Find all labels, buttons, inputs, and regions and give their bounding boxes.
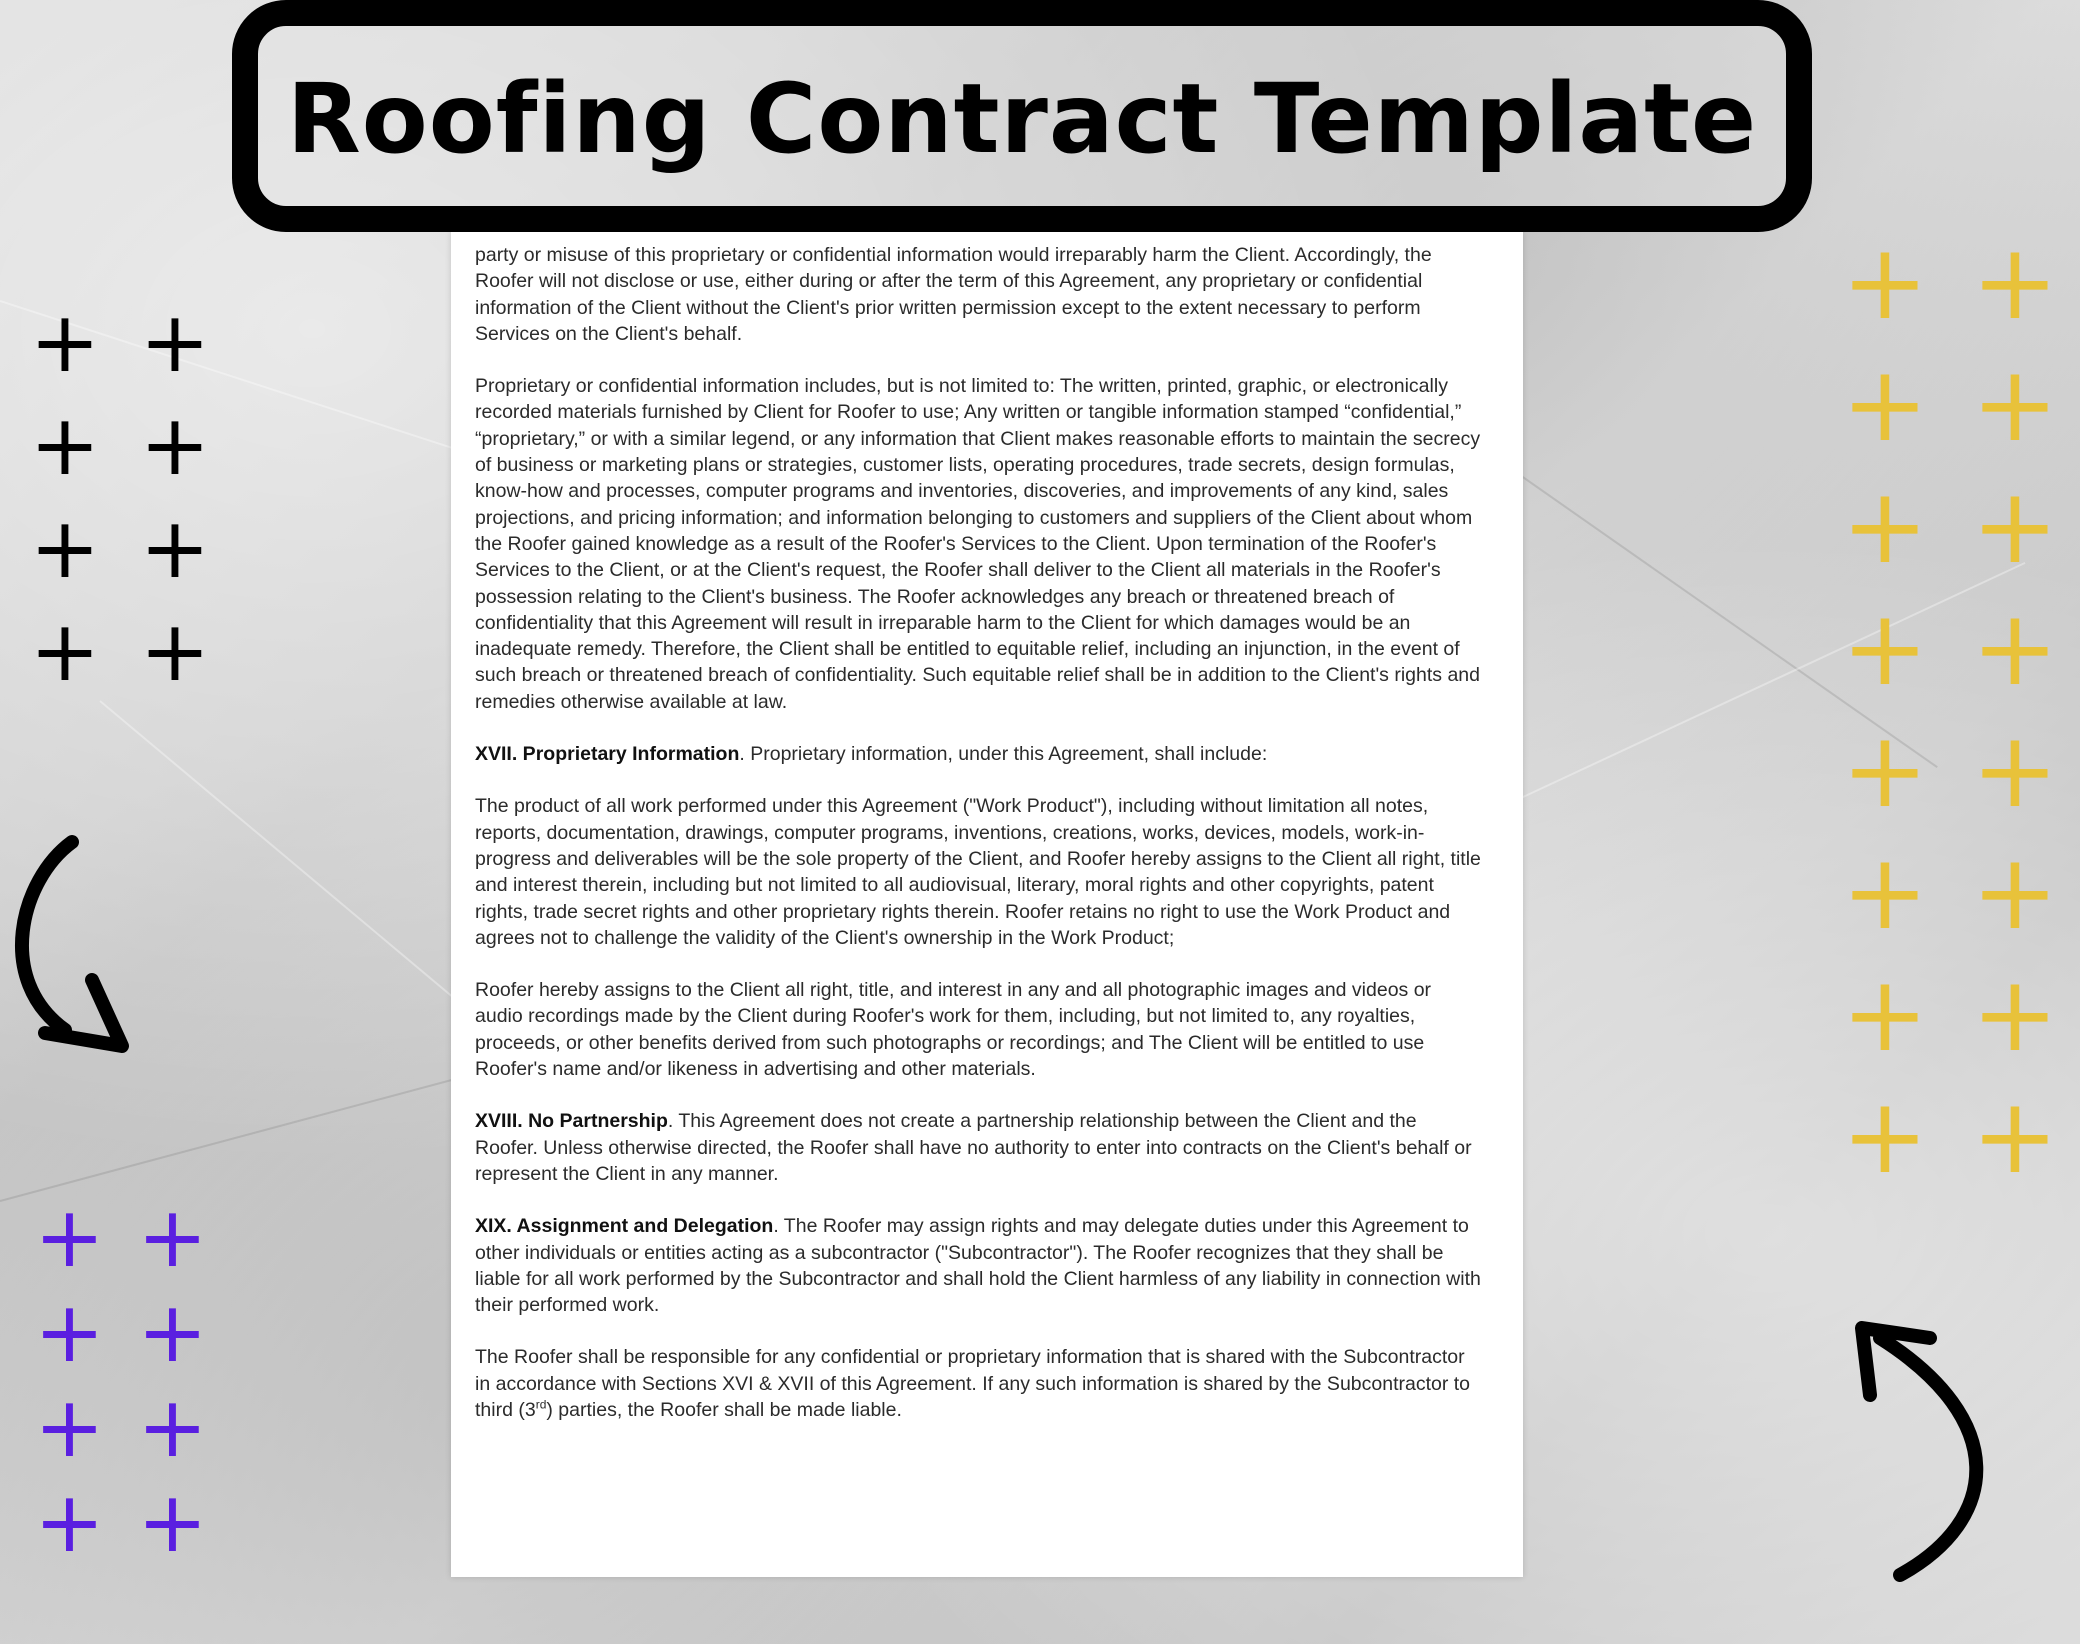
contract-page (451, 232, 1523, 1577)
black-plus-grid (10, 293, 230, 712)
plus-icon: + (34, 1378, 105, 1476)
plus-icon: + (29, 602, 101, 700)
plus-icon: + (1841, 953, 1929, 1075)
paragraph-confidential-info (475, 373, 1483, 715)
paragraph-text: Roofer hereby assigns to the Client all right, title, and interest in any and all photographic images and videos or audio recordings made by the Client during Roofer's work for them, including, but not limited to, any royalties, proceeds, or other benefits derived from such photographs or recordings; and The Client will be entitled to use Roofer's name and/or likeness in advertising and other materials. (475, 979, 1432, 1081)
plus-icon: + (34, 1283, 105, 1381)
plus-icon: + (34, 1473, 105, 1571)
plus-icon: + (1841, 709, 1929, 831)
superscript-rd: rd (535, 1397, 547, 1412)
plus-icon: + (139, 396, 211, 494)
plus-icon: + (29, 293, 101, 391)
paragraph-text: ) parties, the Roofer shall be made liable. (546, 1398, 902, 1421)
plus-icon: + (1841, 831, 1929, 953)
yellow-plus-grid (1820, 221, 2080, 1206)
purple-plus-grid (18, 1188, 224, 1575)
plus-icon: + (1841, 465, 1929, 587)
curved-arrow-down-right-icon (0, 830, 140, 1060)
plus-icon: + (1971, 953, 2059, 1075)
plus-icon: + (1971, 1075, 2059, 1197)
plus-icon: + (1841, 343, 1929, 465)
plus-icon: + (1841, 221, 1929, 343)
plus-icon: + (1971, 831, 2059, 953)
paragraph-text: The Roofer shall be responsible for any confidential or proprietary information that is shared with the Subcontractor in accordance with Sections XVI & XVII of this Agreement. If any such information is shared by the Subcontractor to third (3 (475, 1346, 1471, 1421)
plus-icon: + (1971, 709, 2059, 831)
plus-icon: + (1841, 587, 1929, 709)
plus-icon: + (1971, 465, 2059, 587)
curved-arrow-up-left-icon (1840, 1310, 2020, 1585)
paragraph-photographic-rights (475, 977, 1483, 1082)
section-heading: XIX. Assignment and Delegation (475, 1215, 774, 1238)
plus-icon: + (1971, 587, 2059, 709)
plus-icon: + (29, 499, 101, 597)
paper-crease (99, 700, 483, 1023)
plus-icon: + (137, 1188, 208, 1286)
paragraph-text: . This Agreement does not create a partnership relationship between the Client and the Roofer. Unless otherwise directed, the Roofer shall have no authority to enter into contracts on the Client's behalf or represent the Client in any manner. (475, 1110, 1472, 1185)
section-heading: XVII. Proprietary Information (475, 743, 740, 766)
plus-icon: + (139, 499, 211, 597)
plus-icon: + (137, 1283, 208, 1381)
plus-icon: + (1841, 1075, 1929, 1197)
paragraph-text: . Proprietary information, under this Agreement, shall include: (739, 743, 1268, 766)
plus-icon: + (29, 396, 101, 494)
plus-icon: + (137, 1378, 208, 1476)
paragraph-work-product (475, 793, 1483, 951)
paragraph-confidentiality (475, 242, 1483, 347)
section-xix (475, 1213, 1483, 1318)
section-heading: XVIII. No Partnership (475, 1110, 668, 1133)
paragraph-text: party or misuse of this proprietary or confidential information would irreparably harm the Client. Accordingly, the Roofer will not disclose or use, either during or after the term of this Agreement, any proprietary or confidential information of the Client without the Client's prior written permission except to the extent necessary to perform Services on the Client's behalf. (475, 244, 1432, 345)
paragraph-text: The product of all work performed under this Agreement ("Work Product"), including without limitation all notes, reports, documentation, drawings, computer programs, inventions, creations, works, devices, models, work-in-progress and deliverables will be the sole property of the Client, and Roofer hereby assigns to the Client all right, title and interest therein, including but not limited to all audiovisual, literary, moral rights and other copyrights, patent rights, trade secret rights and other proprietary rights therein. Roofer retains no right to use the Work Product and agrees not to challenge the validity of the Client's ownership in the Work Product; (475, 795, 1481, 949)
page-title: Roofing Contract Template (286, 63, 1758, 175)
plus-icon: + (137, 1473, 208, 1571)
plus-icon: + (139, 293, 211, 391)
plus-icon: + (34, 1188, 105, 1286)
section-xvii (475, 741, 1483, 767)
plus-icon: + (1971, 221, 2059, 343)
section-xviii (475, 1108, 1483, 1187)
paragraph-text: . The Roofer may assign rights and may delegate duties under this Agreement to other individuals or entities acting as a subcontractor ("Subcontractor"). The Roofer recognizes that they shall be liable for all work performed by the Subcontractor and shall hold the Client harmless of any liability in connection with their performed work. (475, 1215, 1481, 1317)
plus-icon: + (1971, 343, 2059, 465)
paragraph-text: Proprietary or confidential information includes, but is not limited to: The written, printed, graphic, or electronically recorded materials furnished by Client for Roofer to use; Any written or tangible information stamped “confidential,” “proprietary,” or with a similar legend, or any information that Client makes reasonable efforts to maintain the secrecy of business or marketing plans or strategies, customer lists, operating procedures, trade secrets, design formulas, know-how and processes, computer programs and inventories, discoveries, and improvements of any kind, sales projections, and pricing information; and information belonging to customers and suppliers of the Client about whom the Roofer gained knowledge as a result of the Roofer's Services to the Client. Upon termination of the Roofer's Services to the Client, or at the Client's request, the Roofer shall deliver to the Client all materials in the Roofer's possession relating to the Client's business. The Roofer acknowledges any breach or threatened breach of confidentiality that this Agreement will result in irreparable harm to the Client for which damages would be an inadequate remedy. Therefore, the Client shall be entitled to equitable relief, including an injunction, in the event of such breach or threatened breach of confidentiality. Such equitable relief shall be in addition to the Client's rights and remedies otherwise available at law. (475, 375, 1481, 713)
title-banner (232, 0, 1812, 232)
plus-icon: + (139, 602, 211, 700)
paragraph-subcontractor-liability (475, 1344, 1483, 1423)
